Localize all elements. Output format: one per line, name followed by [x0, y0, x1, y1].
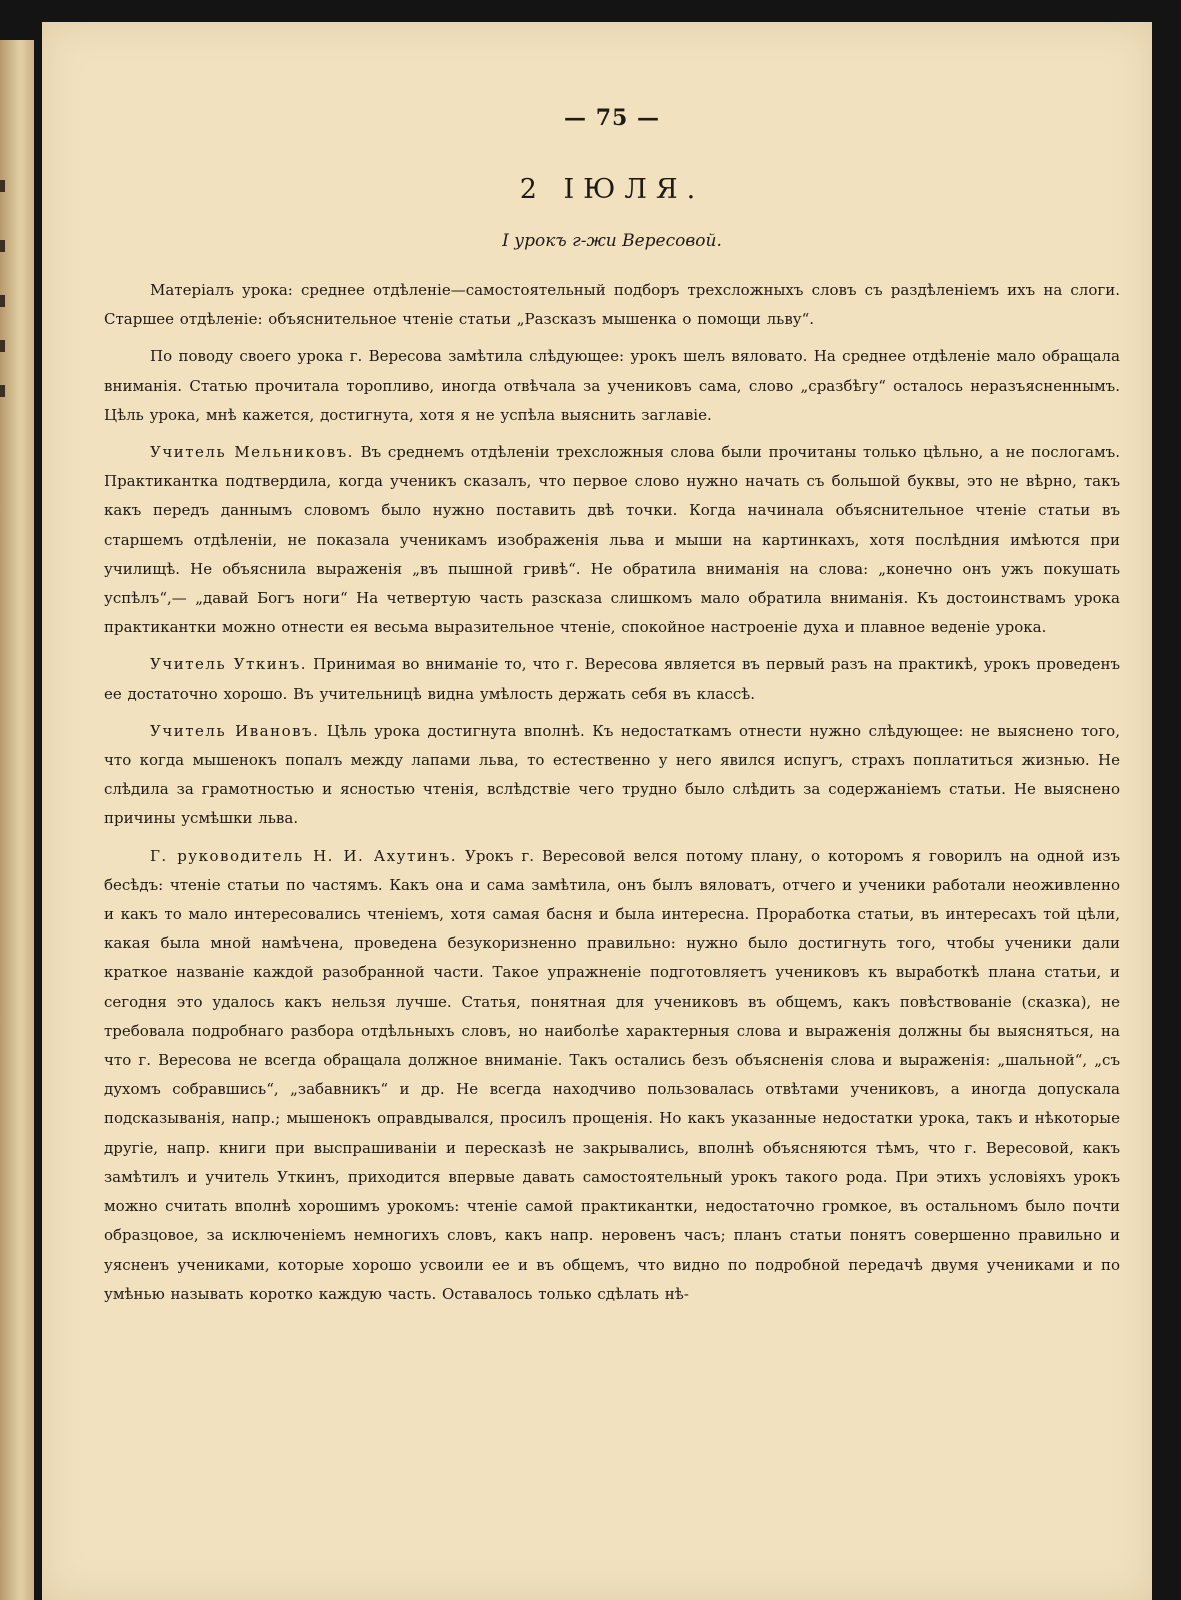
page-number: — 75 —: [564, 105, 660, 131]
speaker-name: Учитель Мельниковъ.: [150, 443, 354, 462]
section-subheading: I урокъ г-жи Вересовой.: [502, 231, 722, 251]
paragraph-text: Матеріалъ урока: среднее отдѣленіе—самостоятельный подборъ трехсложныхъ словъ съ раздѣленіемъ ихъ на слоги. Старшее отдѣленіе: объяснительное чтеніе статьи „Разсказъ мышенка о помощи льву“.: [104, 281, 1120, 329]
page-edge-mark: [0, 340, 5, 352]
body-text: [104, 276, 1120, 1309]
paragraph: [104, 438, 1120, 642]
paragraph: [104, 276, 1120, 334]
speaker-name: Г. руководитель Н. И. Ахутинъ.: [150, 846, 458, 865]
page-edge-mark: [0, 385, 5, 397]
paragraph-text: Урокъ г. Вересовой велся потому плану, о которомъ я говорилъ на одной изъ бесѣдъ: чтеніе статьи по частямъ. Какъ она и сама замѣтила, онъ былъ вяловатъ, отчего и ученики работали неоживленно и какъ то мало интересовались чтеніемъ, хотя самая басня и была интересна. Проработка статьи, въ интересахъ той цѣли, какая была мной намѣчена, проведена безукоризненно правильно: нужно было достигнуть того, чтобы ученики дали краткое названіе каждой разобранной части. Такое упражненіе подготовляетъ учениковъ къ выработкѣ плана статьи, и сегодня это удалось какъ нельзя лучше. Статья, понятная для учениковъ въ общемъ, какъ повѣствованіе (сказка), не требовала подробнаго разбора отдѣльныхъ словъ, но наиболѣе характерныя слова и выраженія должны бы выясняться, на что г. Вересова не всегда обращала должное вниманіе. Такъ остались безъ объясненія слова и выраженія: „шальной“, „съ духомъ собравшись“, „забавникъ“ и др. Не всегда находчиво пользовалась отвѣтами учениковъ, а иногда допускала подсказыванія, напр.; мышенокъ оправдывался, просилъ прощенія. Но какъ указанные недостатки урока, такъ и нѣкоторые другіе, напр. книги при выспрашиваніи и пересказѣ не закрывались, вполнѣ объясняются тѣмъ, что г. Вересовой, какъ замѣтилъ и учитель Уткинъ, приходится впервые давать самостоятельный урокъ такого рода. При этихъ условіяхъ урокъ можно считать вполнѣ хорошимъ урокомъ: чтеніе самой практикантки, недостаточно громкое, въ остальномъ было почти образцовое, за исключеніемъ немногихъ словъ, какъ напр. неровенъ часъ; планъ статьи понятъ совершенно правильно и уясненъ учениками, которые хорошо усвоили ее и въ общемъ, что видно по подробной передачѣ двумя учениками и по умѣнью называть коротко каждую часть. Оставалось только сдѣлать нѣ-: [104, 846, 1120, 1303]
paragraph: [104, 650, 1120, 708]
section-heading: 2 ІЮЛЯ.: [519, 174, 705, 205]
paragraph-text: Принимая во вниманіе то, что г. Вересова является въ первый разъ на практикѣ, урокъ проведенъ ее достаточно хорошо. Въ учительницѣ видна умѣлость держать себя въ классѣ.: [104, 655, 1120, 703]
adjacent-page-edge: [0, 40, 34, 1600]
paragraph: [104, 342, 1120, 430]
speaker-name: Учитель Уткинъ.: [150, 655, 308, 674]
page-edge-mark: [0, 295, 5, 307]
paragraph-text: По поводу своего урока г. Вересова замѣтила слѣдующее: урокъ шелъ вяловато. На среднее отдѣленіе мало обращала вниманія. Статью прочитала торопливо, иногда отвѣчала за учениковъ сама, слово „сразбѣгу“ осталось неразъясненнымъ. Цѣль урока, мнѣ кажется, достигнута, хотя я не успѣла выяснить заглавіе.: [104, 347, 1120, 424]
speaker-name: Учитель Ивановъ.: [150, 721, 320, 740]
book-page: [42, 22, 1152, 1600]
paragraph-text: Въ среднемъ отдѣленіи трехсложныя слова были прочитаны только цѣльно, а не послогамъ. Практикантка подтвердила, когда ученикъ сказалъ, что первое слово нужно начать съ большой буквы, это не вѣрно, такъ какъ передъ даннымъ словомъ было нужно поставить двѣ точки. Когда начинала объяснительное чтеніе статьи въ старшемъ отдѣленіи, не показала ученикамъ изображенія льва и мыши на картинкахъ, хотя послѣдния имѣются при училищѣ. Не объяснила выраженія „въ пышной гривѣ“. Не обратила вниманія на слова: „конечно онъ ужъ покушать успѣлъ“,— „давай Богъ ноги“ На четвертую часть разсказа слишкомъ мало обратила вниманія. Къ достоинствамъ урока практикантки можно отнести ея весьма выразительное чтеніе, спокойное настроеніе духа и плавное веденіе урока.: [104, 443, 1120, 637]
page-content: [104, 104, 1120, 1317]
page-edge-mark: [0, 240, 5, 252]
paragraph: [104, 717, 1120, 834]
page-edge-mark: [0, 180, 5, 192]
paragraph-text: Цѣль урока достигнута вполнѣ. Къ недостаткамъ отнести нужно слѣдующее: не выяснено того, что когда мышенокъ попалъ между лапами льва, то естественно у него явился испугъ, страхъ поплатиться жизнью. Не слѣдила за грамотностью и ясностью чтенія, вслѣдствіе чего трудно было слѣдить за содержаніемъ статьи. Не выяснено причины усмѣшки льва.: [104, 721, 1120, 828]
paragraph: [104, 842, 1120, 1309]
